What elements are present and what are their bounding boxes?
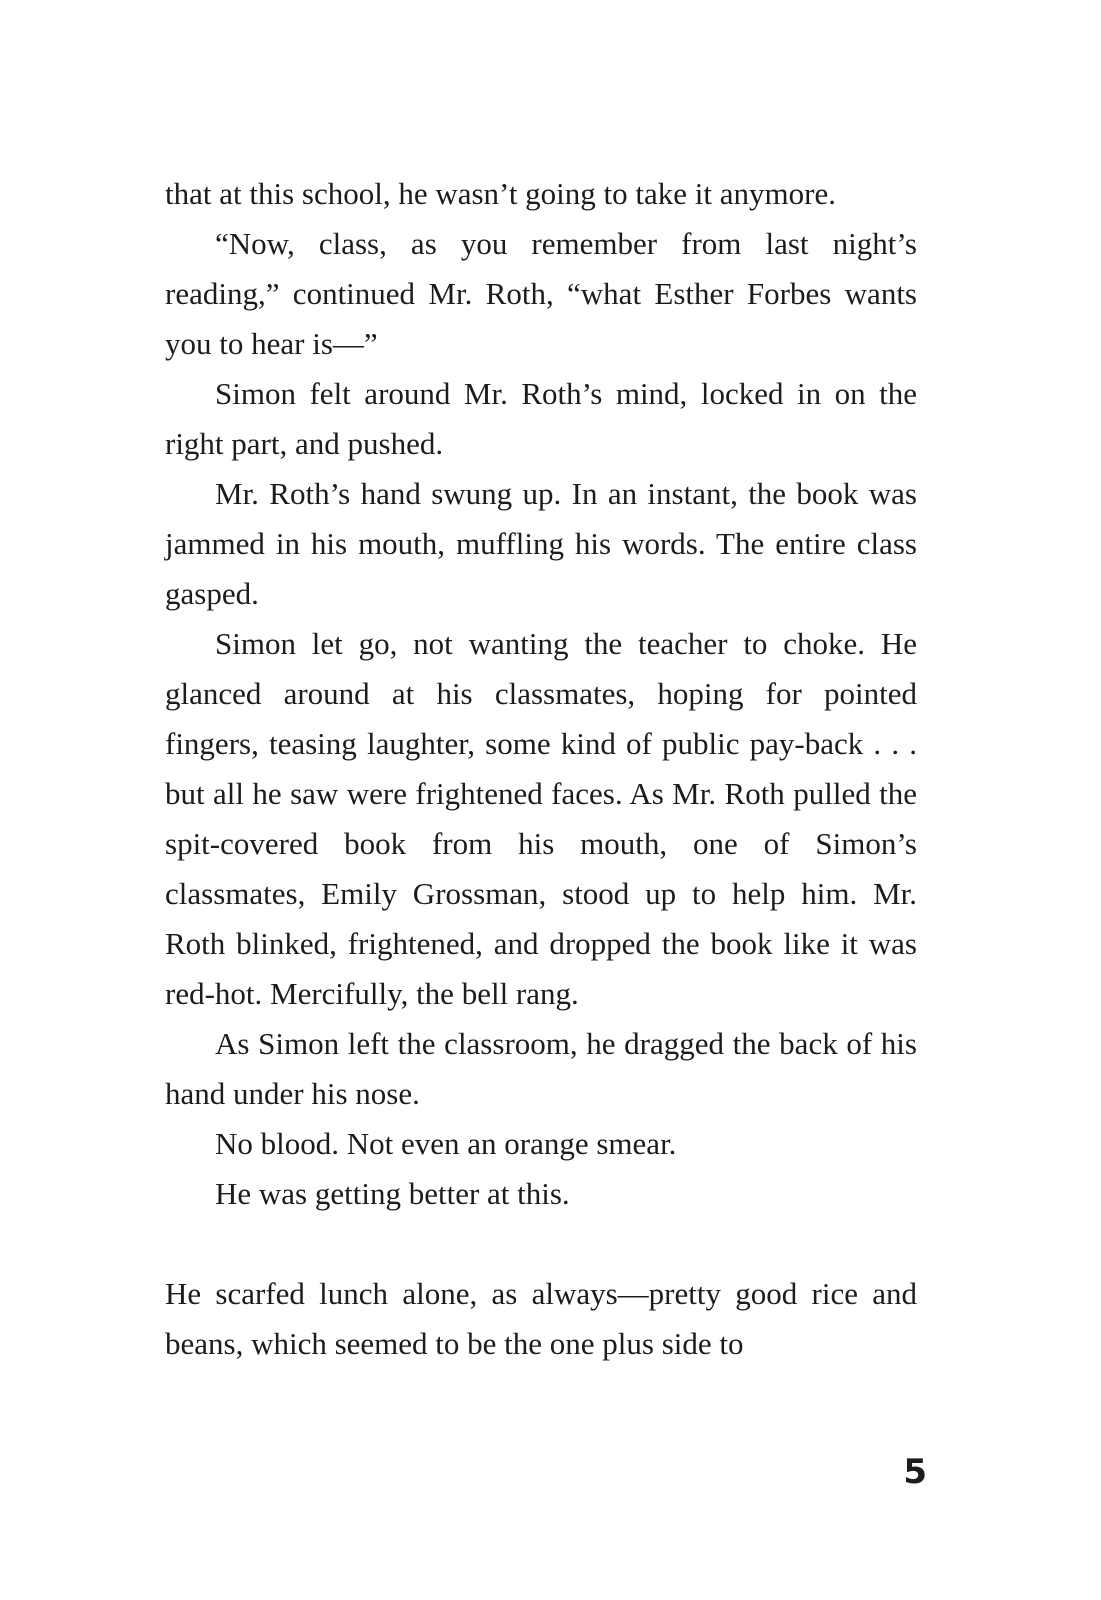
paragraph: As Simon left the classroom, he dragged the back of his hand under his nose. (165, 1026, 917, 1111)
paragraph: that at this school, he wasn’t going to take it anymore. (165, 176, 836, 211)
page-number: 5 (903, 1452, 927, 1492)
text-section-one (165, 169, 917, 1219)
paragraph: Mr. Roth’s hand swung up. In an instant, the book was jammed in his mouth, muffling his words. The entire class gasped. (165, 476, 917, 611)
paragraph: “Now, class, as you remember from last night’s reading,” continued Mr. Roth, “what Esther Forbes wants you to hear is—” (165, 226, 917, 361)
paragraph: No blood. Not even an orange smear. (215, 1126, 677, 1161)
paragraph: He scarfed lunch alone, as always—pretty good rice and beans, which seemed to be the one plus side to (165, 1276, 917, 1361)
paragraph: Simon felt around Mr. Roth’s mind, locked in on the right part, and pushed. (165, 376, 917, 461)
paragraph: He was getting better at this. (215, 1176, 570, 1211)
text-section-two (165, 1269, 917, 1369)
paragraph: Simon let go, not wanting the teacher to choke. He glanced around at his classmates, hoping for pointed fingers, teasing laughter, some kind of public pay-back . . . but all he saw were frightened faces. As Mr. Roth pulled the spit-covered book from his mouth, one of Simon’s classmates, Emily Grossman, stood up to help him. Mr. Roth blinked, frightened, and dropped the book like it was red-hot. Mercifully, the bell rang. (165, 626, 917, 1011)
